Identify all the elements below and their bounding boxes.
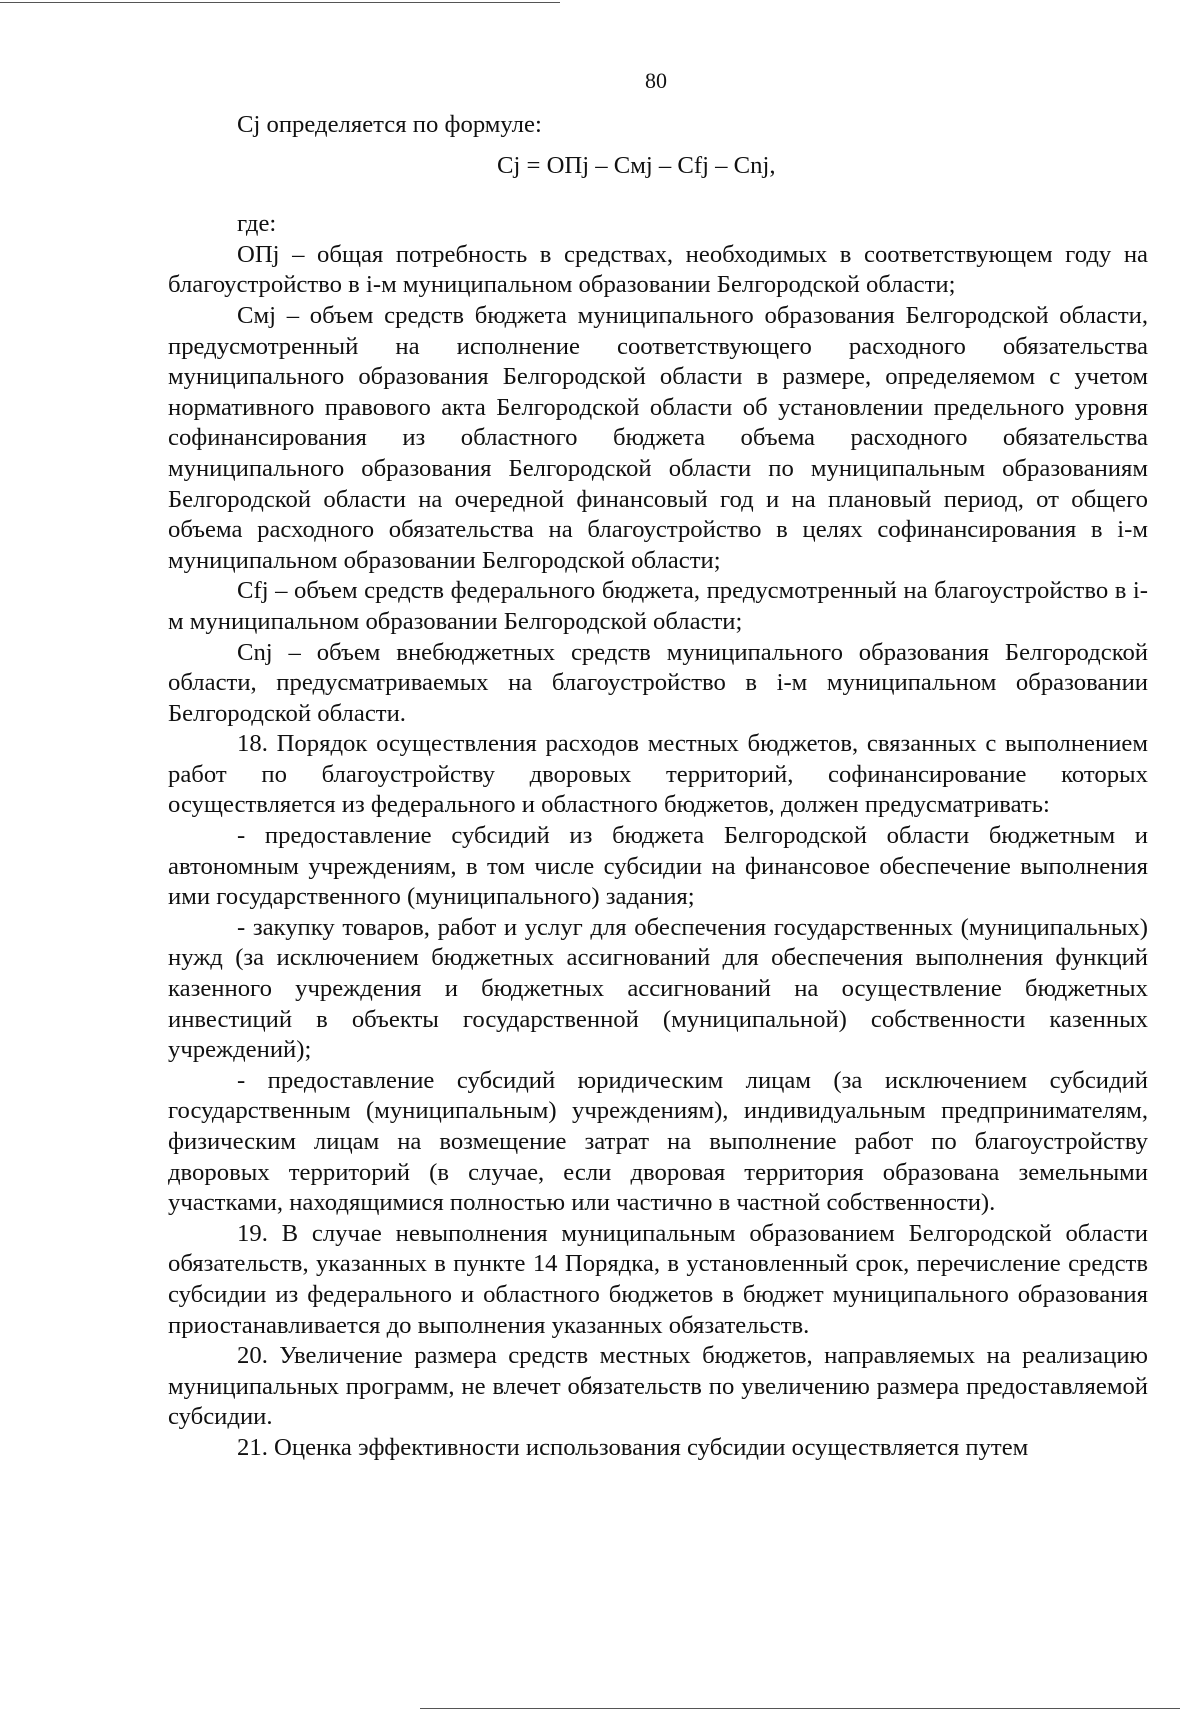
paragraph-19: 19. В случае невыполнения муниципальным образованием Белгородской области обязательств, указанных в пункте 14 Порядка, в установленный срок, перечисление средств субсидии из федерального и областного бюджетов в бюджет муниципального образования приостанавливается до выполнения указанных обязательств. — [168, 1219, 1148, 1339]
paragraph-18-item-2: - закупку товаров, работ и услуг для обеспечения государственных (муниципальных) нужд (за исключением бюджетных ассигнований для обеспечения выполнения функций казенного учреждения и бюджетных ассигнований на осуществление бюджетных инвестиций в объекты государственной (муниципальной) собственности казенных учреждений); — [168, 913, 1148, 1064]
page-number: 80 — [645, 68, 667, 93]
paragraph-opj: ОПj – общая потребность в средствах, необходимых в соответствующем году на благоустройство в i-м муниципальном образовании Белгородской области; — [168, 240, 1148, 299]
paragraph-21: 21. Оценка эффективности использования субсидии осуществляется путем — [237, 1433, 1029, 1461]
scan-edge-top — [0, 2, 560, 3]
formula: Cj = ОПj – Смj – Cfj – Cnj, — [497, 151, 776, 179]
paragraph-cmj: Смj – объем средств бюджета муниципального образования Белгородской области, предусмотренный на исполнение соответствующего расходного обязательства муниципального образования Белгородской области в размере, определяемом с учетом нормативного правового акта Белгородской области об установлении предельного уровня софинансирования из областного бюджета объема расходного обязательства муниципального образования Белгородской области по муниципальным образованиям Белгородской области на очередной финансовый год и на плановый период, от общего объема расходного обязательства на благоустройство в целях софинансирования в i-м муниципальном образовании Белгородской области; — [168, 301, 1148, 574]
paragraph-18-item-3: - предоставление субсидий юридическим лицам (за исключением субсидий государственным (муниципальным) учреждениям), индивидуальным предпринимателям, физическим лицам на возмещение затрат на выполнение работ по благоустройству дворовых территорий (в случае, если дворовая территория образована земельными участками, находящимися полностью или частично в частной собственности). — [168, 1066, 1148, 1217]
paragraph-20: 20. Увеличение размера средств местных бюджетов, направляемых на реализацию муниципальных программ, не влечет обязательств по увеличению размера предоставляемой субсидии. — [168, 1342, 1148, 1431]
document-body — [168, 110, 1148, 1464]
paragraph-cfj: Cfj – объем средств федерального бюджета, предусмотренный на благоустройство в i-м муниципальном образовании Белгородской области; — [168, 577, 1148, 635]
paragraph-18-item-1: - предоставление субсидий из бюджета Белгородской области бюджетным и автономным учреждениям, в том числе субсидии на финансовое обеспечение выполнения ими государственного (муниципального) задания; — [168, 822, 1148, 911]
paragraph-18: 18. Порядок осуществления расходов местных бюджетов, связанных с выполнением работ по благоустройству дворовых территорий, софинансирование которых осуществляется из федерального и областного бюджетов, должен предусматривать: — [168, 730, 1148, 819]
formula-intro: Cj определяется по формуле: — [237, 111, 542, 138]
paragraph-cnj: Cnj – объем внебюджетных средств муниципального образования Белгородской области, предусматриваемых на благоустройство в i-м муниципальном образовании Белгородской области. — [168, 638, 1148, 727]
scan-edge-bottom — [420, 1708, 1180, 1709]
where-label: где: — [237, 210, 277, 238]
